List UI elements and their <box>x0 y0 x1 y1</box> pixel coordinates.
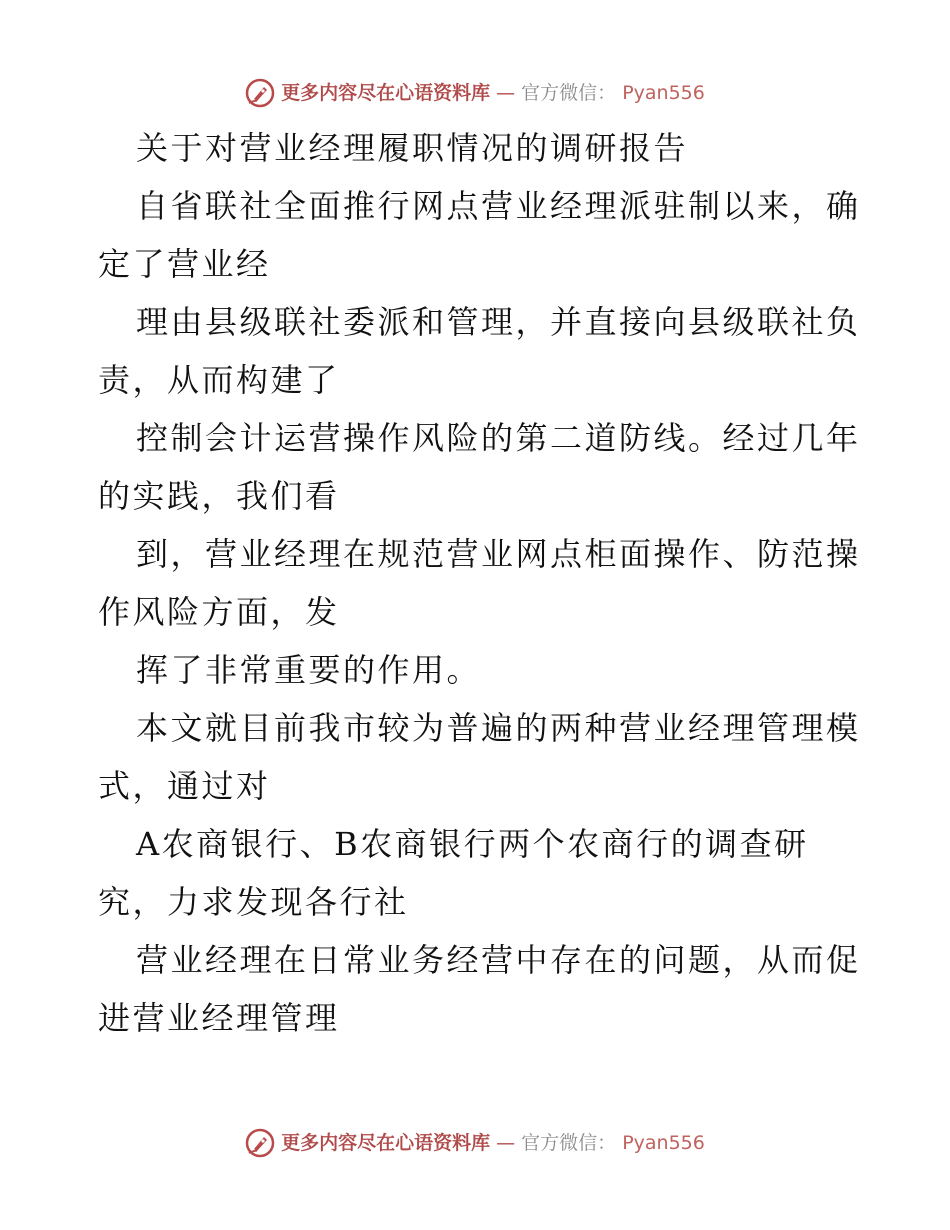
pen-nib-logo-icon <box>245 1128 275 1158</box>
watermark-wechat-label: 官方微信： <box>521 1132 617 1154</box>
paragraph-line: 进营业经理管理 <box>98 999 340 1037</box>
watermark-brand-text: 更多内容尽在心语资料库 <box>281 82 491 104</box>
pen-nib-logo-icon <box>245 78 275 108</box>
paragraph-line: 到，营业经理在规范营业网点柜面操作、防范操 <box>136 535 861 573</box>
paragraph-line: A农商银行、B农商银行两个农商行的调查研 <box>136 825 809 863</box>
document-title: 关于对营业经理履职情况的调研报告 <box>136 129 689 167</box>
paragraph-line: 定了营业经 <box>98 245 271 283</box>
paragraph-line: 控制会计运营操作风险的第二道防线。经过几年 <box>136 419 861 457</box>
paragraph-line: 理由县级联社委派和管理，并直接向县级联社负 <box>136 303 861 341</box>
paragraph-line: 究，力求发现各行社 <box>98 883 409 921</box>
watermark-brand-text: 更多内容尽在心语资料库 <box>281 1132 491 1154</box>
watermark-account: Pyan556 <box>622 82 705 104</box>
watermark-wechat-label: 官方微信： <box>521 82 617 104</box>
watermark-dash: — <box>496 82 516 104</box>
paragraph-line: 本文就目前我市较为普遍的两种营业经理管理模 <box>136 709 861 747</box>
paragraph-line: 营业经理在日常业务经营中存在的问题，从而促 <box>136 941 861 979</box>
watermark-banner-top <box>0 78 950 108</box>
watermark-account: Pyan556 <box>622 1132 705 1154</box>
paragraph-line: 挥了非常重要的作用。 <box>136 651 482 689</box>
watermark-banner-bottom <box>0 1128 950 1158</box>
paragraph-line: 式，通过对 <box>98 767 271 805</box>
paragraph-line: 作风险方面，发 <box>98 593 340 631</box>
paragraph-line: 自省联社全面推行网点营业经理派驻制以来，确 <box>136 187 861 225</box>
paragraph-line: 责，从而构建了 <box>98 361 340 399</box>
watermark-dash: — <box>496 1132 516 1154</box>
paragraph-line: 的实践，我们看 <box>98 477 340 515</box>
